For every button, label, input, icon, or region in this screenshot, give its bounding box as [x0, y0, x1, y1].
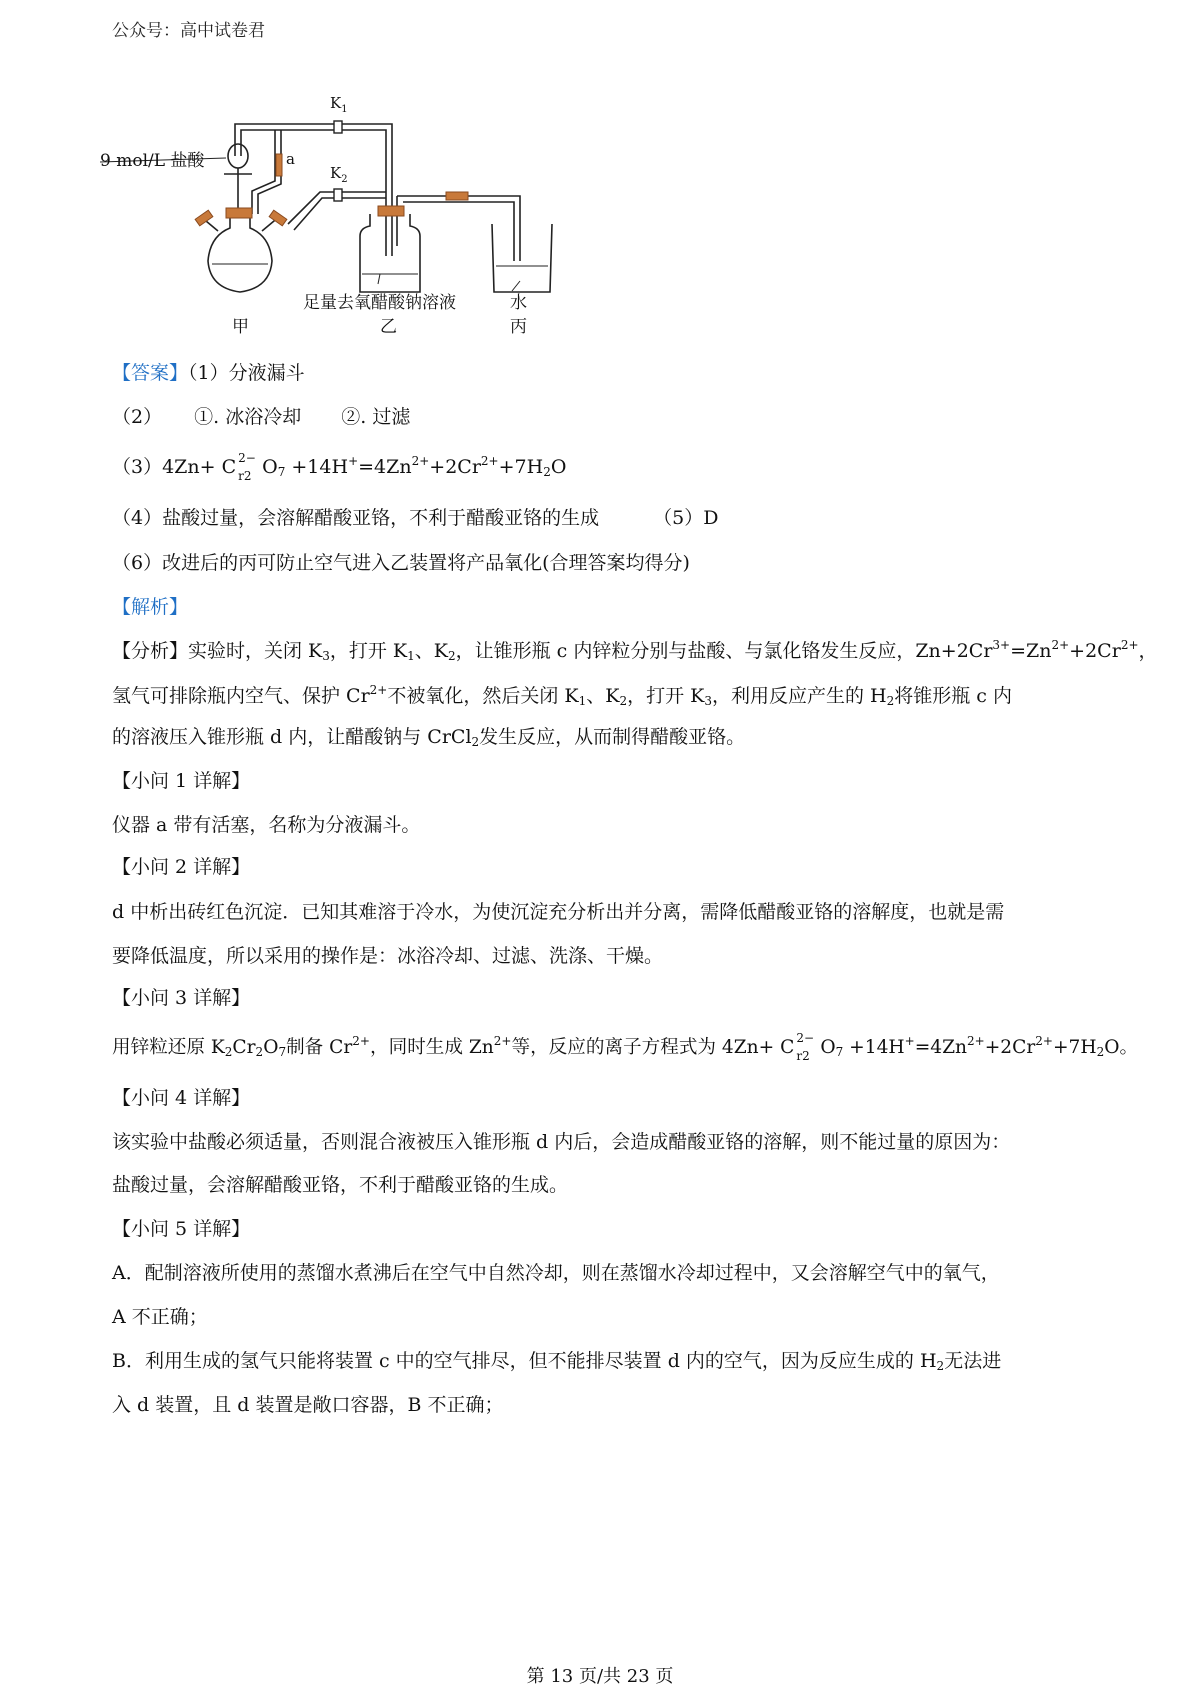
x2-title: 【小问 2 详解】 [112, 856, 251, 878]
answer-line-1 [112, 358, 305, 385]
answer-line-4 [112, 503, 718, 530]
x3-title: 【小问 3 详解】 [112, 987, 251, 1009]
answer-line-2: （2） ①. 冰浴冷却 ②. 过滤 [112, 406, 411, 428]
answer-line-3: （3）4Zn+ C 2− r2 $O_7 +14H^+=4Zn^{2+}+2Cr^{2+}+7H_2O$ [112, 451, 567, 483]
flask-label: 甲 [232, 317, 249, 337]
analysis-fenxi-line-1: 【分析】实验时，关闭 $K_3$，打开 $K_1$、$K_2$，让锥形瓶 c 内锌粒分别与盐酸、与氯化铬发生反应，$Zn+2Cr^{3+}=Zn^{2+}+2Cr^{2+}$， [112, 638, 1158, 663]
beaker-label: 丙 [510, 317, 527, 337]
x3-line-1: 用锌粒还原 $K_2Cr_2O_7$制备 $Cr^{2+}$，同时生成 $Zn^{2+}$等，反应的离子方程式为 4Zn+ C 2− r2 $O_7 +14H^+=4Zn^{2+}+2Cr^{2+}+7H_2O$。 [112, 1031, 1139, 1063]
analysis-tag: 【解析】 [112, 596, 189, 618]
page-footer: 第 13 页/共 23 页 [526, 1666, 674, 1687]
x4-line-2: 盐酸过量，会溶解醋酸亚铬，不利于醋酸亚铬的生成。 [112, 1174, 569, 1196]
bottle-label: 乙 [380, 317, 397, 337]
k1-label: $K_1$ [330, 96, 348, 115]
x5-title: 【小问 5 详解】 [112, 1218, 251, 1240]
beaker-content-label: 水 [510, 293, 527, 313]
answer-q5: （5）D [653, 507, 719, 529]
analysis-fenxi-line-2: 氢气可排除瓶内空气、保护 $Cr^{2+}$不被氧化，然后关闭 $K_1$、$K_2$，打开 $K_3$，利用反应产生的 $H_2$将锥形瓶 c 内 [112, 683, 1012, 708]
x4-title: 【小问 4 详解】 [112, 1087, 251, 1109]
x1-title: 【小问 1 详解】 [112, 770, 251, 792]
x5-b-line-1: B．利用生成的氢气只能将装置 c 中的空气排尽，但不能排尽装置 d 内的空气，因为反应生成的 $H_2$无法进 [112, 1350, 1002, 1373]
answer-q2-a: ①. 冰浴冷却 [194, 406, 302, 428]
apparatus-diagram [100, 96, 620, 371]
bottle-content-label: 足量去氧醋酸钠溶液 [303, 293, 456, 313]
answer-q1: （1）分液漏斗 [188, 362, 305, 384]
x2-line-2: 要降低温度，所以采用的操作是：冰浴冷却、过滤、洗涤、干燥。 [112, 945, 664, 967]
x5-a-line-2: A 不正确； [112, 1306, 208, 1328]
x5-b-line-2: 入 d 装置，且 d 装置是敞口容器，B 不正确； [112, 1394, 504, 1416]
answer-q2-b: ②. 过滤 [341, 406, 411, 428]
x2-line-1: d 中析出砖红色沉淀．已知其难溶于冷水，为使沉淀充分析出并分离，需降低醋酸亚铬的溶解度，也就是需 [112, 901, 1005, 923]
page-header: 公众号：高中试卷君 [112, 21, 265, 41]
answer-q6: （6）改进后的丙可防止空气进入乙装置将产品氧化(合理答案均得分) [112, 552, 690, 574]
answer-q4: （4）盐酸过量，会溶解醋酸亚铬，不利于醋酸亚铬的生成 [112, 507, 600, 529]
acid-label: 9 mol/L 盐酸 [100, 151, 205, 171]
x1-line-1: 仪器 a 带有活塞，名称为分液漏斗。 [112, 814, 421, 836]
answer-tag: 【答案】 [112, 362, 189, 384]
x5-a-line-1: A．配制溶液所使用的蒸馏水煮沸后在空气中自然冷却，则在蒸馏水冷却过程中，又会溶解空气中的氧气， [112, 1262, 1000, 1284]
x4-line-1: 该实验中盐酸必须适量，否则混合液被压入锥形瓶 d 内后，会造成醋酸亚铬的溶解，则不能过量的原因为： [112, 1131, 1011, 1153]
k2-label: $K_2$ [330, 164, 348, 185]
analysis-fenxi-line-3: 的溶液压入锥形瓶 d 内，让醋酸钠与 CrCl$_2$发生反应，从而制得醋酸亚铬。 [112, 726, 746, 749]
a-label: a [286, 150, 295, 168]
